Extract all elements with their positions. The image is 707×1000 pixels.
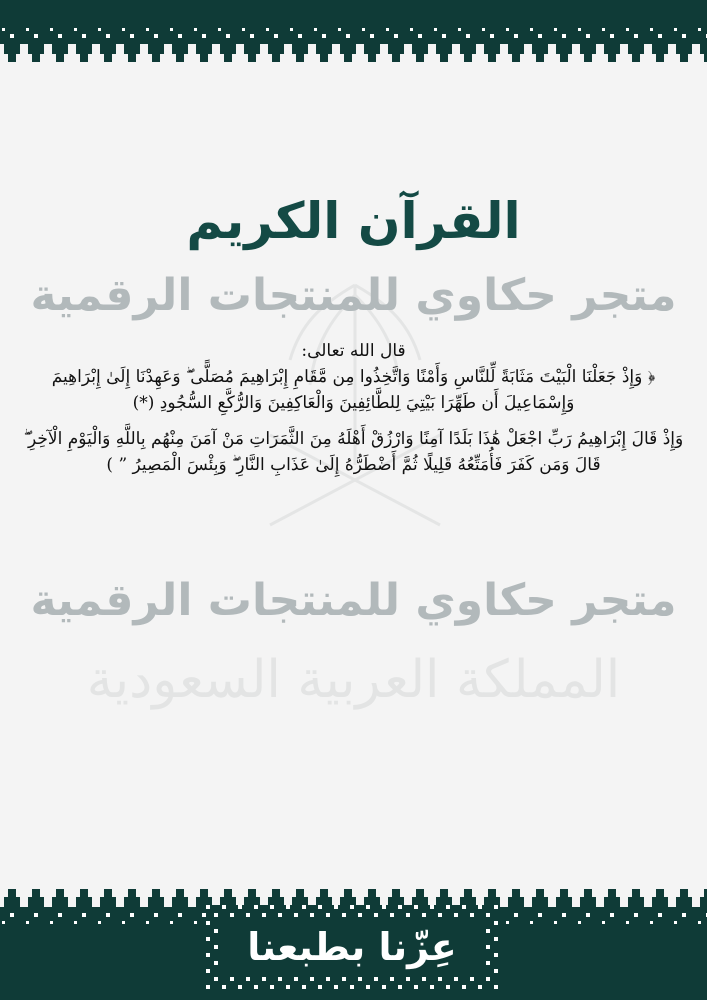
top-pattern-band	[0, 0, 707, 75]
slogan-badge	[206, 905, 498, 989]
badge-inner	[222, 917, 482, 977]
page-title: القرآن الكريم	[186, 192, 521, 250]
quran-text-block	[18, 338, 689, 478]
badge-slogan: عِزّنا بطبعنا	[247, 925, 457, 969]
kingdom-watermark: المملكة العربية السعودية	[86, 650, 621, 710]
verse-2: وَإِذْ قَالَ إِبْرَاهِيمُ رَبِّ اجْعَلْ هَٰذَا بَلَدًا آمِنًا وَارْزُقْ أَهْلَهُ مِنَ الثَّمَرَاتِ مَنْ آمَنَ مِنْهُم بِاللَّهِ وَالْيَوْمِ الْآخِرِ ۖ قَالَ وَمَن كَفَرَ فَأُمَتِّعُهُ قَلِيلًا ثُمَّ أَضْطَرُّهُ إِلَىٰ عَذَابِ النَّارِ ۖ وَبِئْسَ الْمَصِيرُ ” )	[23, 429, 684, 475]
intro-line: قال الله تعالى:	[301, 341, 406, 361]
verse-1: ﴿ وَإِذْ جَعَلْنَا الْبَيْتَ مَثَابَةً لِّلنَّاسِ وَأَمْنًا وَاتَّخِذُوا مِن مَّقَامِ إِبْرَاهِيمَ مُصَلًّى ۖ وَعَهِدْنَا إِلَىٰ إِبْرَاهِيمَ وَإِسْمَاعِيلَ أَن طَهِّرَا بَيْتِيَ لِلطَّائِفِينَ وَالْعَاكِفِينَ وَالرُّكَّعِ السُّجُودِ (*)	[51, 367, 656, 413]
store-watermark-bottom: متجر حكاوي للمنتجات الرقمية	[30, 575, 677, 626]
store-watermark-top: متجر حكاوي للمنتجات الرقمية	[30, 270, 677, 321]
